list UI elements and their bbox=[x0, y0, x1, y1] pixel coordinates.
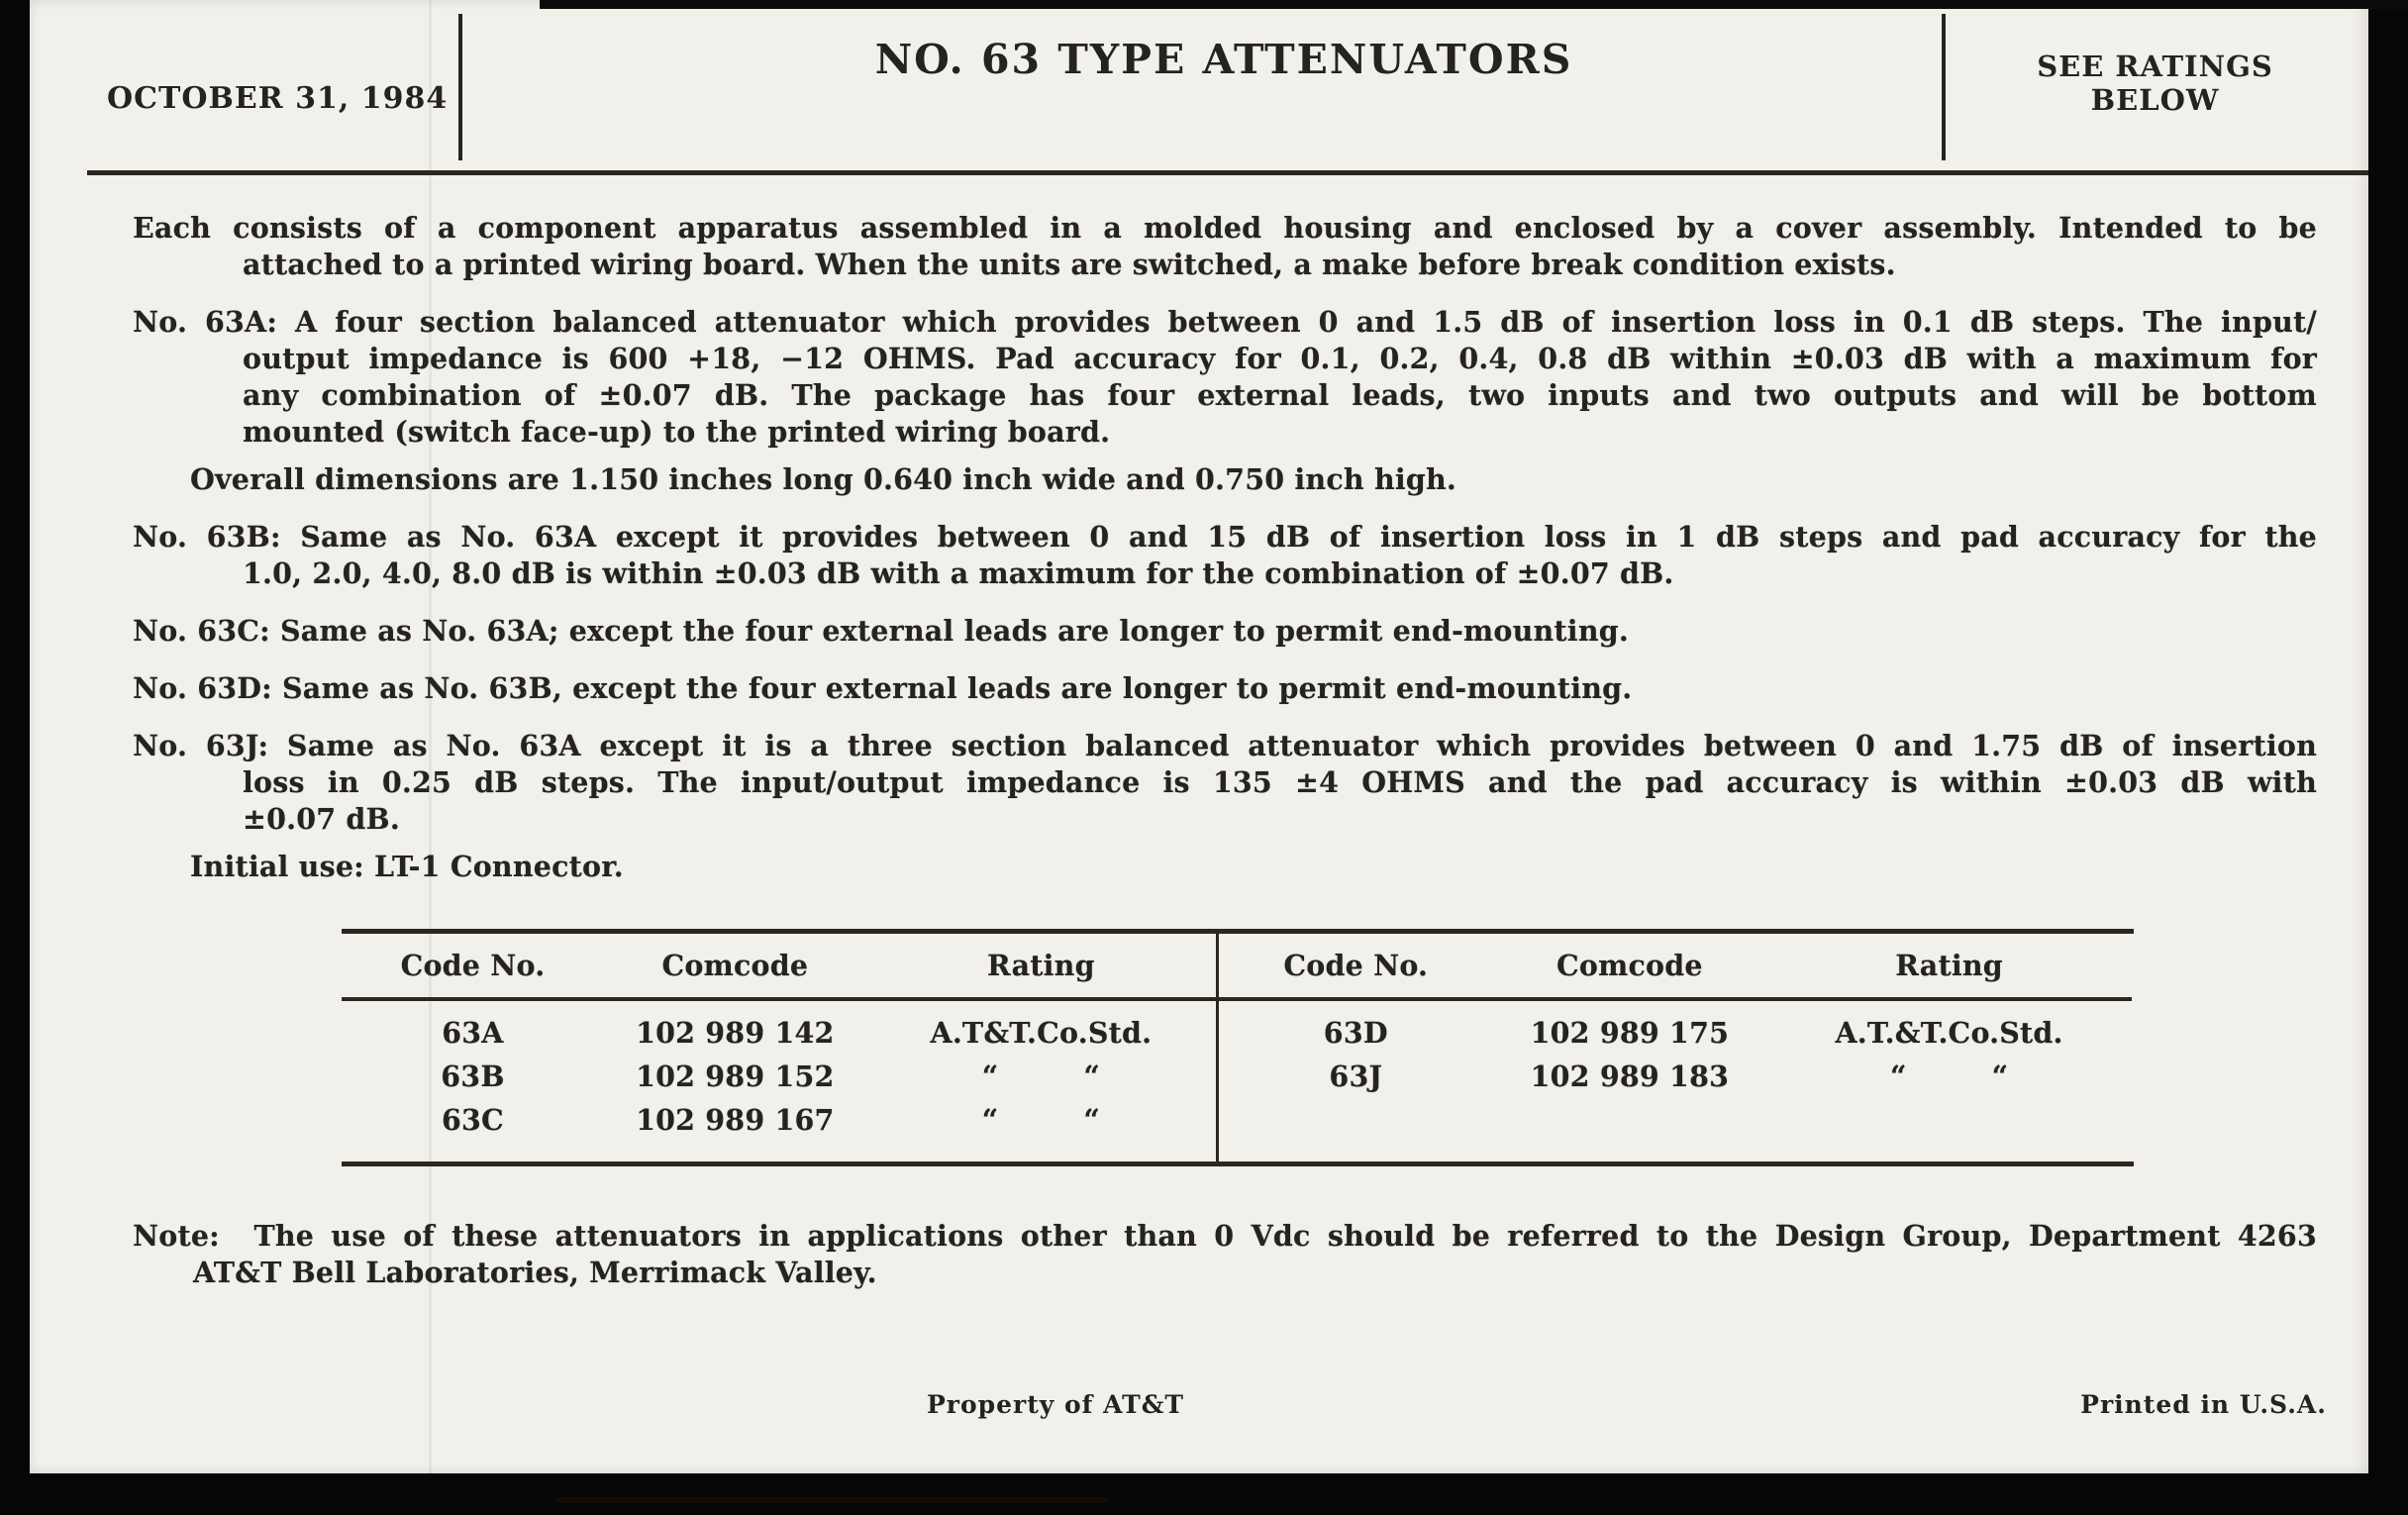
text-line: output impedance is 600 +18, −12 OHMS. Pad accuracy for 0.1, 0.2, 0.4, 0.8 dB within ±0.03 dB with a maximum for bbox=[243, 342, 2317, 375]
text-line: loss in 0.25 dB steps. The input/output impedance is 135 ±4 OHMS and the pad accuracy is within ±0.03 dB with bbox=[243, 765, 2317, 799]
paragraph-initial-use bbox=[190, 849, 2317, 885]
cell-rating: “ “ bbox=[981, 1059, 1101, 1093]
table-row bbox=[342, 1055, 1216, 1098]
ratings-table-left bbox=[342, 934, 1216, 1162]
text-line: Initial use: LT-1 Connector. bbox=[190, 850, 624, 883]
cell-rating: A.T.&T.Co.Std. bbox=[1835, 1015, 2063, 1050]
cell-code: 63B bbox=[441, 1059, 505, 1093]
cell-code: 63D bbox=[1323, 1015, 1388, 1050]
header-divider-left bbox=[458, 14, 462, 160]
table-header-row bbox=[1219, 934, 2132, 1001]
text-line: 1.0, 2.0, 4.0, 8.0 dB is within ±0.03 dB with a maximum for the combination of ±0.07 dB. bbox=[243, 556, 1674, 590]
cell-rating: “ “ bbox=[981, 1102, 1101, 1137]
cell-rating: A.T&T.Co.Std. bbox=[930, 1015, 1153, 1050]
column-header-rating: Rating bbox=[987, 948, 1095, 982]
footer-printed-notice: Printed in U.S.A. bbox=[2080, 1390, 2327, 1419]
ratings-note-line: SEE RATINGS bbox=[2037, 50, 2273, 83]
cell-comcode: 102 989 183 bbox=[1530, 1059, 1730, 1093]
table-row bbox=[1219, 1055, 2132, 1098]
table-row bbox=[1219, 1011, 2132, 1055]
scan-edge-artifact bbox=[540, 0, 2408, 9]
cell-comcode: 102 989 152 bbox=[636, 1059, 835, 1093]
ratings-table-right bbox=[1216, 934, 2132, 1162]
ratings-reference-note bbox=[1942, 50, 2368, 117]
ratings-note-line: BELOW bbox=[2090, 83, 2220, 117]
text-line: No. 63A: A four section balanced attenuator which provides between 0 and 1.5 dB of insertion loss in 0.1 dB steps. The input/ bbox=[133, 305, 2317, 339]
column-header-code: Code No. bbox=[400, 948, 546, 982]
text-line: any combination of ±0.07 dB. The package has four external leads, two inputs and two outputs and will be bottom bbox=[243, 378, 2317, 412]
cell-code: 63J bbox=[1329, 1059, 1383, 1093]
text-line: Each consists of a component apparatus assembled in a molded housing and enclosed by a cover assembly. Intended to be bbox=[133, 211, 2317, 245]
column-header-comcode: Comcode bbox=[661, 948, 809, 982]
column-header-comcode: Comcode bbox=[1556, 948, 1703, 982]
table-row bbox=[342, 1011, 1216, 1055]
note-paragraph bbox=[133, 1218, 2317, 1291]
scan-edge-artifact bbox=[554, 1497, 1109, 1503]
text-line: mounted (switch face-up) to the printed wiring board. bbox=[243, 415, 1111, 449]
table-body bbox=[342, 1001, 1216, 1162]
table-body bbox=[1219, 1001, 2132, 1162]
text-line: AT&T Bell Laboratories, Merrimack Valley. bbox=[193, 1256, 877, 1289]
cell-comcode: 102 989 175 bbox=[1530, 1015, 1730, 1050]
header-divider-right bbox=[1942, 14, 1946, 160]
cell-rating: “ “ bbox=[1889, 1059, 2009, 1093]
document-page bbox=[30, 0, 2368, 1473]
paragraph-63d bbox=[133, 670, 2317, 707]
column-header-code: Code No. bbox=[1283, 948, 1429, 982]
table-header-row bbox=[342, 934, 1216, 1001]
page-title: NO. 63 TYPE ATTENUATORS bbox=[874, 36, 1573, 83]
ratings-table bbox=[342, 929, 2134, 1166]
paragraph-63j bbox=[133, 728, 2317, 838]
paragraph-intro bbox=[133, 210, 2317, 283]
text-line: No. 63J: Same as No. 63A except it is a three section balanced attenuator which provides between 0 and 1.75 dB of insertion bbox=[133, 729, 2317, 762]
header-rule bbox=[87, 170, 2368, 175]
text-line: Overall dimensions are 1.150 inches long 0.640 inch wide and 0.750 inch high. bbox=[190, 462, 1457, 496]
cell-comcode: 102 989 167 bbox=[636, 1102, 835, 1137]
text-line: Note: The use of these attenuators in applications other than 0 Vdc should be referred to the Design Group, Department 4263 bbox=[133, 1219, 2317, 1253]
paragraph-63a bbox=[133, 304, 2317, 451]
paragraph-63a-dimensions bbox=[190, 461, 2317, 498]
document-date: OCTOBER 31, 1984 bbox=[107, 81, 449, 116]
cell-code: 63A bbox=[442, 1015, 504, 1050]
text-line: No. 63B: Same as No. 63A except it provides between 0 and 15 dB of insertion loss in 1 dB steps and pad accuracy for the bbox=[133, 520, 2317, 554]
document-body bbox=[133, 210, 2317, 1312]
paragraph-63b bbox=[133, 519, 2317, 592]
text-line: No. 63C: Same as No. 63A; except the four external leads are longer to permit end-mounting. bbox=[133, 614, 1629, 648]
cell-comcode: 102 989 142 bbox=[636, 1015, 835, 1050]
paragraph-63c bbox=[133, 613, 2317, 650]
footer-property-notice: Property of AT&T bbox=[927, 1390, 1184, 1419]
text-line: attached to a printed wiring board. When the units are switched, a make before break condition exists. bbox=[243, 248, 1896, 281]
cell-code: 63C bbox=[441, 1102, 504, 1137]
table-row bbox=[342, 1098, 1216, 1142]
text-line: No. 63D: Same as No. 63B, except the four external leads are longer to permit end-mounting. bbox=[133, 671, 1633, 705]
column-header-rating: Rating bbox=[1895, 948, 2003, 982]
text-line: ±0.07 dB. bbox=[243, 802, 400, 836]
